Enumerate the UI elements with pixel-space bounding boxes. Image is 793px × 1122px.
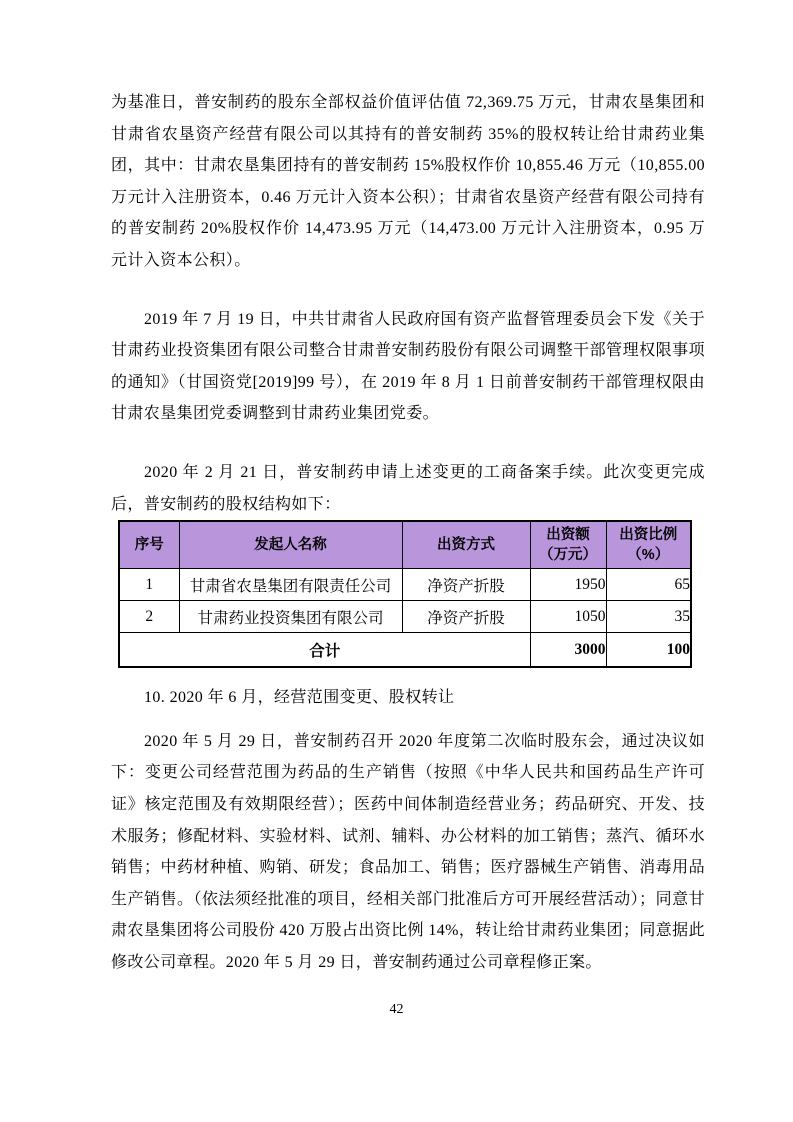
cell-contribution-method: 净资产折股	[402, 569, 530, 601]
paragraph-notice-2019: 2019 年 7 月 19 日，中共甘肃省人民政府国有资产监督管理委员会下发《关于甘肃药业投资集团有限公司整合甘肃普安制药股份有限公司调整干部管理权限事项的通知》（甘国资党[2019]99 号），在 2019 年 8 月 1 日前普安制药干部管理权限由甘肃农垦集团党委调整到甘肃药业集团党委。	[111, 310, 705, 423]
table-row	[119, 569, 691, 601]
table-row	[119, 601, 691, 633]
cell-total-ratio: 100	[606, 633, 691, 668]
col-header-serial	[119, 521, 179, 569]
cell-promoter-name: 甘肃省农垦集团有限责任公司	[179, 569, 402, 601]
cell-promoter-name: 甘肃药业投资集团有限公司	[179, 601, 402, 633]
shareholding-structure-table	[118, 520, 692, 668]
page-content	[111, 87, 705, 1005]
table-header-row	[119, 521, 691, 569]
col-header-contribution-method	[402, 521, 530, 569]
col-header-amount-label: 出资额	[546, 527, 590, 544]
table-total-row	[119, 633, 691, 668]
col-header-amount-unit: （万元）	[539, 547, 597, 564]
cell-contribution-ratio: 35	[606, 601, 691, 633]
col-header-contribution-amount	[530, 521, 606, 569]
col-header-promoter-name	[179, 521, 402, 569]
section-heading-item-10: 10. 2020 年 6 月，经营范围变更、股权转让	[144, 689, 455, 707]
cell-contribution-ratio: 65	[606, 569, 691, 601]
col-header-ratio-label: 出资比例	[619, 527, 678, 544]
cell-serial: 2	[119, 601, 179, 633]
cell-total-label: 合计	[119, 633, 530, 668]
col-header-serial-label: 序号	[134, 537, 164, 554]
col-header-contribution-ratio	[606, 521, 691, 569]
paragraph-resolution-2020: 2020 年 5 月 29 日，普安制药召开 2020 年度第二次临时股东会，通过决议如下：变更公司经营范围为药品的生产销售（按照《中华人民共和国药品生产许可证》核定范围及有效期限经营）；医药中间体制造经营业务；药品研究、开发、技术服务；修配材料、实验材料、试剂、辅料、办公材料的加工销售；蒸汽、循环水销售；中药材种植、购销、研发；食品加工、销售；医疗器械生产销售、消毒用品生产销售。（依法须经批准的项目，经相关部门批准后方可开展经营活动）；同意甘肃农垦集团将公司股份 420 万股占出资比例 14%，转让给甘肃药业集团；同意据此修改公司章程。2020 年 5 月 29 日，普安制药通过公司章程修正案。	[111, 732, 705, 971]
col-header-method-label: 出资方式	[437, 537, 495, 554]
cell-serial: 1	[119, 569, 179, 601]
cell-total-amount: 3000	[530, 633, 606, 668]
col-header-promoter-label: 发起人名称	[254, 537, 327, 554]
paragraph-registration-2020: 2020 年 2 月 21 日，普安制药申请上述变更的工商备案手续。此次变更完成后，普安制药的股权结构如下：	[111, 463, 705, 513]
cell-contribution-method: 净资产折股	[402, 601, 530, 633]
paragraph-valuation: 为基准日，普安制药的股东全部权益价值评估值 72,369.75 万元，甘肃农垦集团和甘肃省农垦资产经营有限公司以其持有的普安制药 35%的股权转让给甘肃药业集团，其中：甘肃农垦集团持有的普安制药 15%股权作价 10,855.46 万元（10,855.00 万元计入注册资本，0.46 万元计入资本公积）；甘肃省农垦资产经营有限公司持有的普安制药 20%股权作价 14,473.95 万元（14,473.00 万元计入注册资本，0.95 万元计入资本公积）。	[111, 94, 705, 269]
page-number: 42	[389, 1002, 404, 1017]
cell-contribution-amount: 1050	[530, 601, 606, 633]
col-header-ratio-unit: （%）	[627, 547, 670, 564]
cell-contribution-amount: 1950	[530, 569, 606, 601]
